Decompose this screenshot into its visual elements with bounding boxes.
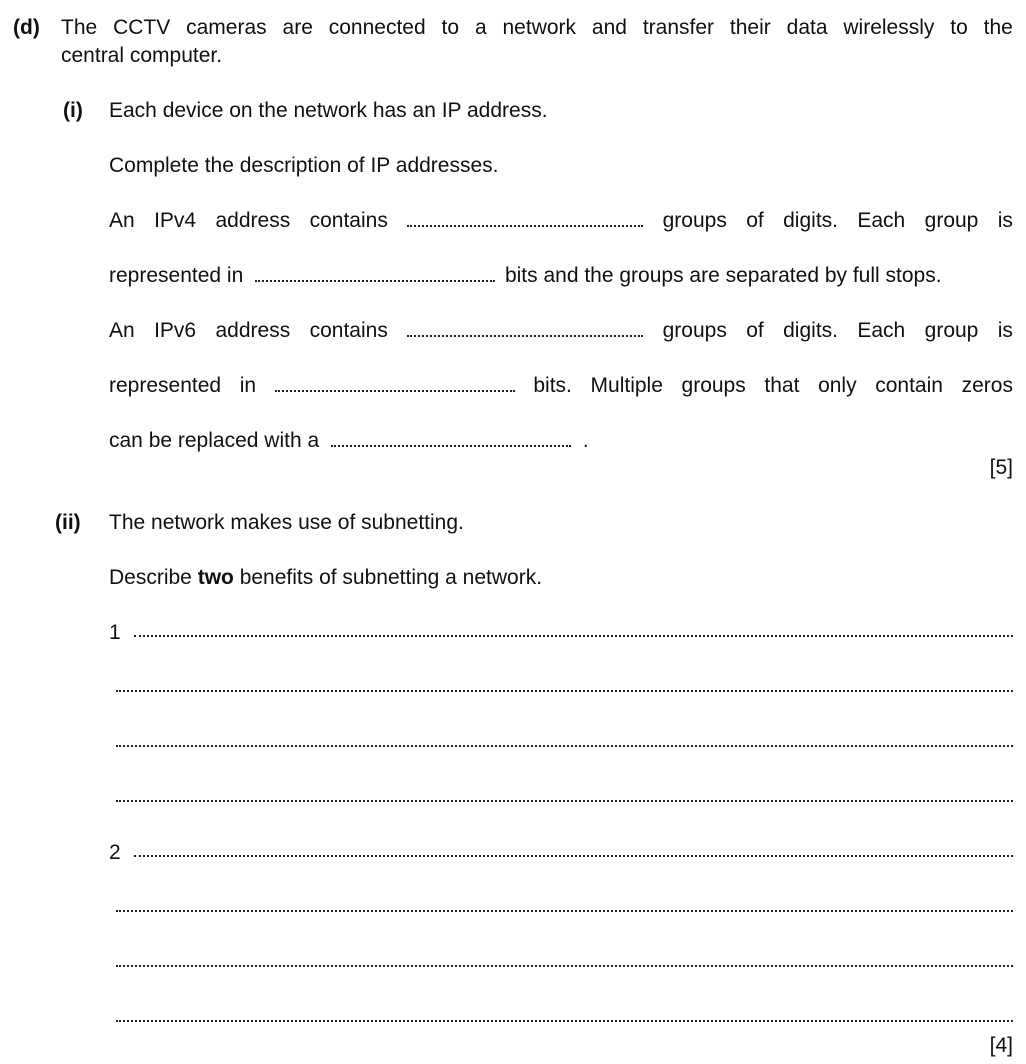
part-d-stem-word: to [950,16,968,39]
ipv4-line1-word: address [215,209,291,232]
part-ii-label: (ii) [55,511,81,534]
answer-1-label: 1 [109,621,121,644]
part-ii-intro: The network makes use of subnetting. [109,511,464,534]
part-d-label: (d) [13,16,40,39]
ipv6-line1-word: An [109,319,135,342]
ipv6-sentence-line-1 [109,318,1013,343]
part-d-stem-word: and [591,16,627,39]
ipv4-sentence-line-1 [109,208,1013,233]
ipv4-line1-word: IPv4 [154,209,197,232]
ipv4-line1-word: Each [857,209,906,232]
part-d-stem-word: are [282,16,313,39]
part-i-intro: Each device on the network has an IP address. [109,99,548,122]
ipv6-line2-word: Multiple [590,374,663,397]
answer-2-line-4[interactable] [116,1020,1013,1022]
answer-2-line-1[interactable] [134,855,1013,857]
part-ii-instruction [109,565,542,590]
ipv6-line1-word: digits. [783,319,838,342]
part-i-label: (i) [63,99,83,122]
ipv6-line2-word: groups [681,374,746,397]
ipv6-line1-word: groups [662,319,727,342]
ipv4-line1-word: groups [662,209,727,232]
part-d-stem-word: their [729,16,771,39]
part-d-stem-word: cameras [186,16,267,39]
ipv6-line1-word: contains [309,319,388,342]
ipv6-sentence-line-2 [109,373,1013,398]
part-d-stem-word: a [474,16,487,39]
answer-2-label: 2 [109,841,121,864]
part-d-stem-word: network [502,16,577,39]
ipv4-bits-answer-blank[interactable] [255,280,495,282]
ipv4-line1-word: of [746,209,764,232]
ipv6-line1-word: IPv6 [154,319,197,342]
ipv4-line2-after: bits and the groups are separated by full stops. [504,264,942,287]
instruction-pre: Describe [109,566,198,589]
instruction-post: benefits of subnetting a network. [233,566,543,589]
part-d-stem-line-2: central computer. [61,44,223,67]
ipv6-line2-word: represented [109,374,222,397]
ipv6-line1-word: is [997,319,1013,342]
ipv4-groups-answer-blank[interactable] [407,225,643,227]
ipv6-bits-answer-blank[interactable] [275,390,515,392]
part-d-stem-word: to [441,16,460,39]
ipv6-line1-word: Each [857,319,906,342]
ipv6-line1-word: group [924,319,979,342]
ipv6-line2-word: bits. [533,374,572,397]
ipv6-sentence-line-3 [109,428,589,453]
ipv6-line1-word: address [215,319,291,342]
part-ii-marks: [4] [989,1034,1013,1057]
ipv4-line1-word: is [997,209,1013,232]
ipv6-line2-word: contain [875,374,943,397]
part-d-stem-word: The [61,16,98,39]
part-d-stem-word: CCTV [113,16,171,39]
ipv6-line3-before: can be replaced with a [109,429,320,452]
ipv4-sentence-line-2 [109,263,942,288]
instruction-bold: two [197,566,234,589]
ipv4-line1-word: An [109,209,135,232]
answer-1-line-1[interactable] [134,635,1013,637]
answer-1-line-3[interactable] [116,745,1013,747]
part-d-stem-line-1 [61,15,1013,40]
part-i-marks: [5] [989,456,1013,479]
ipv6-line2-word: zeros [961,374,1013,397]
answer-1-line-4[interactable] [116,800,1013,802]
ipv6-replacement-answer-blank[interactable] [331,445,571,447]
ipv6-line2-word: that [764,374,800,397]
part-d-stem-word: transfer [642,16,715,39]
ipv4-line1-word: group [924,209,979,232]
part-d-stem-word: data [786,16,828,39]
ipv6-groups-answer-blank[interactable] [407,335,643,337]
part-d-stem-word: wirelessly [843,16,935,39]
answer-2-line-3[interactable] [116,965,1013,967]
ipv6-line1-word: of [746,319,764,342]
part-i-instruction: Complete the description of IP addresses. [109,154,499,177]
ipv6-line2-word: only [818,374,857,397]
ipv4-line2-before: represented in [109,264,244,287]
ipv6-line2-word: in [239,374,257,397]
part-d-stem-word: the [983,16,1013,39]
part-d-stem-word: connected [328,16,426,39]
ipv4-line1-word: contains [309,209,388,232]
answer-1-line-2[interactable] [116,690,1013,692]
ipv4-line1-word: digits. [783,209,838,232]
ipv6-line3-after: . [582,429,589,452]
answer-2-line-2[interactable] [116,910,1013,912]
